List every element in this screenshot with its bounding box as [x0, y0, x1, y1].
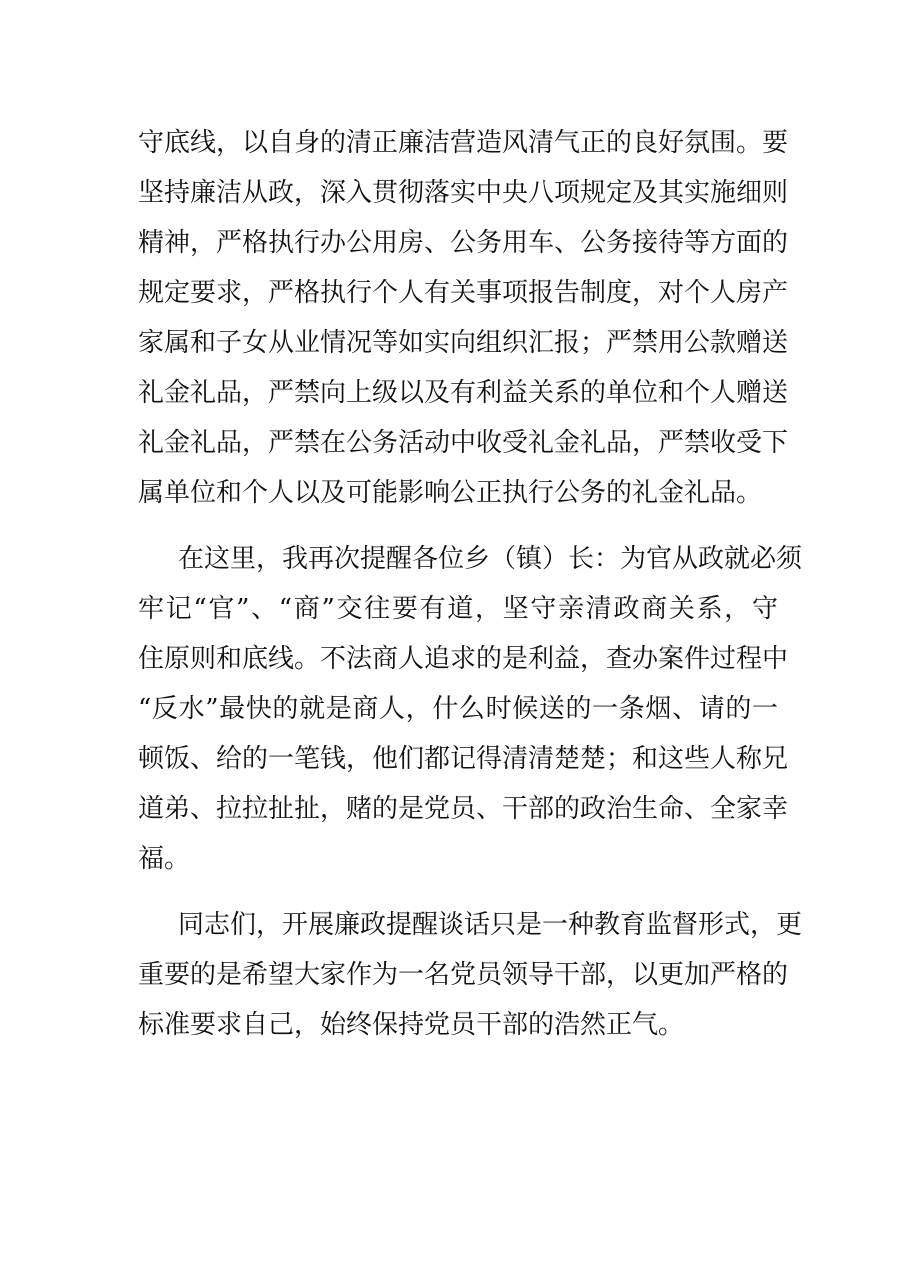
text-line: 守底线，以自身的清正廉洁营造风清气正的良好氛围。要 — [138, 128, 789, 158]
text-line: “反水”最快的就是商人，什么时候送的一条烟、请的一 — [138, 694, 778, 724]
text-line: 住原则和底线。不法商人追求的是利益，查办案件过程中 — [138, 644, 789, 674]
document-body — [138, 118, 803, 1050]
text-line: 属单位和个人以及可能影响公正执行公务的礼金礼品。 — [138, 478, 763, 508]
text-line: 福。 — [138, 844, 191, 874]
text-line: 牢记“官”、“商”交往要有道，坚守亲清政商关系，守 — [138, 594, 778, 624]
text-line: 在这里，我再次提醒各位乡（镇）长：为官从政就必须 — [178, 544, 803, 574]
text-line: 家属和子女从业情况等如实向组织汇报；严禁用公款赠送 — [138, 328, 789, 358]
text-line: 重要的是希望大家作为一名党员领导干部，以更加严格的 — [138, 960, 789, 990]
paragraph-spacing — [138, 518, 778, 534]
text-line: 坚持廉洁从政，深入贯彻落实中央八项规定及其实施细则 — [138, 178, 789, 208]
text-line: 顿饭、给的一笔钱，他们都记得清清楚楚；和这些人称兄 — [138, 744, 789, 774]
text-line: 标准要求自己，始终保持党员干部的浩然正气。 — [138, 1010, 685, 1040]
paragraph-1 — [138, 118, 789, 518]
text-line: 礼金礼品，严禁向上级以及有利益关系的单位和个人赠送 — [138, 378, 789, 408]
text-line: 规定要求，严格执行个人有关事项报告制度，对个人房产 — [138, 278, 789, 308]
text-line: 精神，严格执行办公用房、公务用车、公务接待等方面的 — [138, 228, 789, 258]
paragraph-3 — [138, 900, 803, 1050]
text-line: 礼金礼品，严禁在公务活动中收受礼金礼品，严禁收受下 — [138, 428, 789, 458]
paragraph-spacing — [138, 884, 778, 900]
text-line: 道弟、拉拉扯扯，赌的是党员、干部的政治生命、全家幸 — [138, 794, 789, 824]
text-line: 同志们，开展廉政提醒谈话只是一种教育监督形式，更 — [178, 910, 803, 940]
paragraph-2 — [138, 534, 803, 884]
